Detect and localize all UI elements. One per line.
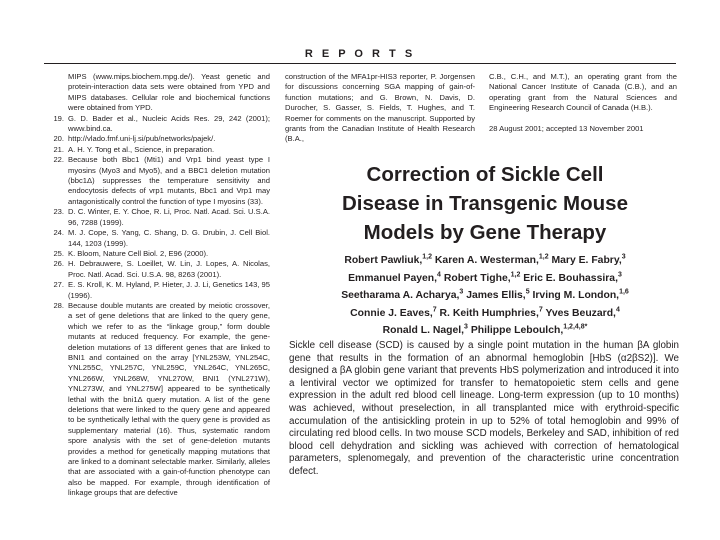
reference-item xyxy=(44,249,270,259)
author-name: R. Keith Humphries, xyxy=(439,307,539,319)
author-affiliation: 1,2 xyxy=(422,253,433,261)
reference-number: 25. xyxy=(53,248,64,258)
reference-text: M. J. Cope, S. Yang, C. Shang, D. G. Drubin, J. Cell Biol. 144, 1203 (1999). xyxy=(68,228,270,248)
article-title xyxy=(290,160,680,247)
reference-item xyxy=(44,134,270,144)
author-affiliation: 3 xyxy=(617,271,622,279)
received-accepted-dates: 28 August 2001; accepted 13 November 2001 xyxy=(489,123,644,133)
reference-item xyxy=(44,72,270,114)
reference-number: 28. xyxy=(53,300,64,310)
reference-text: K. Bloom, Nature Cell Biol. 2, E96 (2000). xyxy=(68,248,209,258)
author-line xyxy=(290,270,680,288)
author-affiliation: 4 xyxy=(437,271,441,279)
reference-item xyxy=(44,155,270,207)
author-name: Irving M. London, xyxy=(532,290,620,301)
reference-item xyxy=(44,145,270,155)
reference-text: Because both Bbc1 (Mti1) and Vrp1 bind yeast type I myosins (Myo3 and Myo5), and a BBC1 deletion mutation (bbc1Δ) suppresses the temperature sensitivity and endocytosis defects of vrp1 mutants, Bbc1 and Vrp1 may antagonistically control the function of type I myosins (33). xyxy=(68,155,270,206)
author-name: Emmanuel Payen, xyxy=(348,272,438,284)
reference-number: 19. xyxy=(53,113,64,123)
reference-text: G. D. Bader et al., Nucleic Acids Res. 29, 242 (2001); www.bind.ca. xyxy=(68,113,270,134)
reference-number: 22. xyxy=(53,155,64,165)
author-name: Robert Tighe, xyxy=(443,272,511,284)
author-name: Philippe Leboulch, xyxy=(470,325,564,336)
author-name: Connie J. Eaves, xyxy=(350,307,433,319)
header-rule xyxy=(44,63,676,64)
author-name: Seetharama A. Acharya, xyxy=(341,290,460,301)
author-name: James Ellis, xyxy=(466,290,526,301)
author-name: Ronald L. Nagel, xyxy=(382,325,465,336)
reference-text: Because double mutants are created by meiotic crossover, a set of gene deletions that are linked to the query gene, which we refer to as the “linkage group,” form double mutants at reduced frequency. For example, the gene-deletion mutations of 13 different genes that are linked to BNI1 and contained on the array [YNL253W, YNL254C, YNL255C, YNL257C, YNL259C, YNL264C, YNL265C, YNL266W, YNL268W, YNL270W, BNI1 (YNL271W), YNL273W, and YNL275W] appeared to be synthetically lethal with the bni1Δ query mutation. A list of the gene deletions that were linked to the query gene and appeared to be synthetically lethal with the query gene is provided as supplementary material (16). Thus, systematic random spore analysis with the set of gene-deletion mutants provides a method for genetically mapping mutations that are linked to a dominant selectable marker. Similarly, alleles that are associated with a gain-of-function phenotype can also be mapped. For example, through identification of linkage groups that are defective xyxy=(68,300,270,498)
author-affiliation: 1,6 xyxy=(619,288,629,296)
reference-item xyxy=(44,207,270,228)
reference-item xyxy=(44,301,270,499)
reference-text: MIPS (www.mips.biochem.mpg.de/). Yeast genetic and protein-interaction data sets were obtained from YPD and MIPS databases. Cellular role and biochemical functions were obtained from YPD. xyxy=(68,72,270,113)
acknowledgments-continued-column xyxy=(489,72,677,134)
reference-item xyxy=(44,114,270,135)
author-affiliation: 4 xyxy=(615,306,620,314)
author-line xyxy=(290,322,680,340)
author-affiliation: 1,2 xyxy=(510,271,521,279)
author-affiliation: 7 xyxy=(538,306,543,314)
references-column xyxy=(44,72,270,499)
author-affiliation: 3 xyxy=(621,253,626,261)
reference-number: 26. xyxy=(53,259,64,269)
acknowledgments-continued-text: C.B., C.H., and M.T.), an operating grant from the National Cancer Institute of Canada (C.B.), and an operating grant from the Natural Sciences and Engineering Research Council of Canada (H.B.). xyxy=(489,72,677,113)
reference-text: E. S. Kroll, K. M. Hyland, P. Hieter, J. J. Li, Genetics 143, 95 (1996). xyxy=(68,280,270,300)
running-head: R E P O R T S xyxy=(304,48,416,60)
reference-text: H. Debrauwere, S. Loeillet, W. Lin, J. Lopes, A. Nicolas, Proc. Natl. Acad. Sci. U.S.A. 98, 8263 (2001). xyxy=(68,259,270,279)
reference-text: http://vlado.fmf.uni-lj.si/pub/networks/pajek/. xyxy=(68,134,216,144)
author-affiliation: 1,2,4,8* xyxy=(563,323,588,331)
reference-number: 24. xyxy=(53,228,64,238)
reference-number: 20. xyxy=(53,134,64,144)
reference-number: 23. xyxy=(53,207,64,217)
author-name: Robert Pawliuk, xyxy=(344,255,423,266)
reference-item xyxy=(44,259,270,280)
author-name: Karen A. Westerman, xyxy=(434,255,539,266)
author-affiliation: 5 xyxy=(525,288,530,296)
title-line: Models by Gene Therapy xyxy=(363,221,607,244)
author-affiliation: 1,2 xyxy=(538,253,549,261)
reference-number: 27. xyxy=(53,280,64,290)
title-line: Disease in Transgenic Mouse xyxy=(342,192,628,215)
author-name: Mary E. Fabry, xyxy=(551,255,622,266)
reference-text: D. C. Winter, E. Y. Choe, R. Li, Proc. Natl. Acad. Sci. U.S.A. 96, 7288 (1999). xyxy=(68,207,270,227)
author-affiliation: 7 xyxy=(432,306,437,314)
author-affiliation: 3 xyxy=(464,323,468,331)
author-name: Eric E. Bouhassira, xyxy=(523,272,618,284)
title-line: Correction of Sickle Cell xyxy=(366,163,604,186)
author-line xyxy=(290,305,680,323)
acknowledgments-text: construction of the MFA1pr-HIS3 reporter, P. Jorgensen for discussions concerning SGA mapping of gain-of-function mutations; and G. Brown, N. Davis, D. Durocher, S. Gasser, S. Fields, T. Hughes, and T. Roemer for comments on the manuscript. Supported by grants from the Canadian Institute of Health Research (B.A., xyxy=(285,72,475,144)
author-name: Yves Beuzard, xyxy=(545,307,616,319)
author-affiliation: 3 xyxy=(459,288,464,296)
author-list xyxy=(290,252,680,340)
abstract: Sickle cell disease (SCD) is caused by a single point mutation in the human βA globin gene that results in the formation of an abnormal hemoglobin [HbS (α2βS2)]. We designed a βA globin gene variant that prevents HbS polymerization and introduced it into a lentiviral vector we optimized for transfer to hematopoietic stem cells and gene expression in the adult red blood cell lineage. Long-term expression (up to 10 months) was achieved, without preselection, in all transplanted mice with erythroid-specific accumulation of the antisickling protein in up to 52% of total hemoglobin and 99% of circulating red blood cells. In two mouse SCD models, Berkeley and SAD, inhibition of red blood cell dehydration and sickling was achieved with correction of hematological parameters, splenomegaly, and prevention of the characteristic urine concentration defect. xyxy=(289,340,679,477)
acknowledgments-column xyxy=(285,72,475,145)
reference-text: A. H. Y. Tong et al., Science, in preparation. xyxy=(68,144,215,154)
author-line xyxy=(290,287,680,305)
reference-item xyxy=(44,228,270,249)
author-line xyxy=(290,252,680,270)
reference-number: 21. xyxy=(53,144,64,154)
reference-item xyxy=(44,280,270,301)
